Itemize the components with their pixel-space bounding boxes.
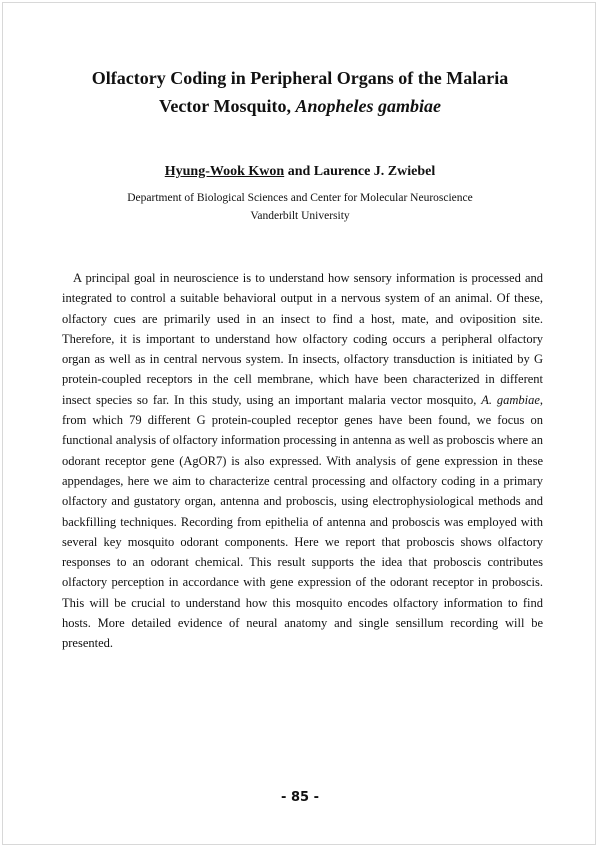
title-species-name: Anopheles gambiae [295,96,441,116]
abstract-paragraph [62,268,543,654]
affiliation-line-2: Vanderbilt University [250,210,350,222]
abstract-species: A. gambiae [481,392,540,407]
abstract-text-part-1: A principal goal in neuroscience is to understand how sensory information is processed and integrated to control a suitable behavioral output in a nervous system of an animal. Of these, olfactory cues are primarily used in an insect to find a host, mate, and oviposition site. Therefore, it is important to understand how olfactory coding occurs a peripheral olfactory organ as well as in central nervous system. In insects, olfactory transduction is initiated by G protein-coupled receptors in the cell membrane, which have been characterized in different insect species so far. In this study, using an important malaria vector mosquito, [62,271,543,407]
title-text-1: Olfactory Coding in Peripheral Organs of the Malaria [91,68,509,88]
author-list [40,164,560,180]
title-text-2: Vector Mosquito, [158,96,291,116]
page-number: - 85 - [281,790,319,805]
affiliation-line-1: Department of Biological Sciences and Center for Molecular Neuroscience [127,192,473,204]
author-connector: and [287,164,311,179]
paper-title-line-2 [40,92,560,120]
author-second: Laurence J. Zwiebel [313,164,436,179]
abstract-text-part-2: , from which 79 different G protein-coupled receptor genes have been found, we focus on functional analysis of olfactory information processing in antenna as well as proboscis where an odorant receptor gene (AgOR7) is also expressed. With analysis of gene expression in these appendages, here we aim to characterize central processing and olfactory coding in a primary olfactory and gustatory organ, antenna and proboscis, using electrophysiological methods and backfilling techniques. Recording from epithelia of antenna and proboscis was employed with several key mosquito odorant components. Here we report that proboscis shows olfactory responses to an odorant chemical. This result supports the idea that proboscis contributes olfactory perception in accordance with gene expression of the odorant receptor in proboscis. This will be crucial to understand how this mosquito encodes olfactory information to find hosts. More detailed evidence of neural anatomy and single sensillum recording will be presented. [62,392,544,651]
author-first: Hyung-Wook Kwon [164,164,285,179]
paper-title-line-1 [40,64,560,92]
